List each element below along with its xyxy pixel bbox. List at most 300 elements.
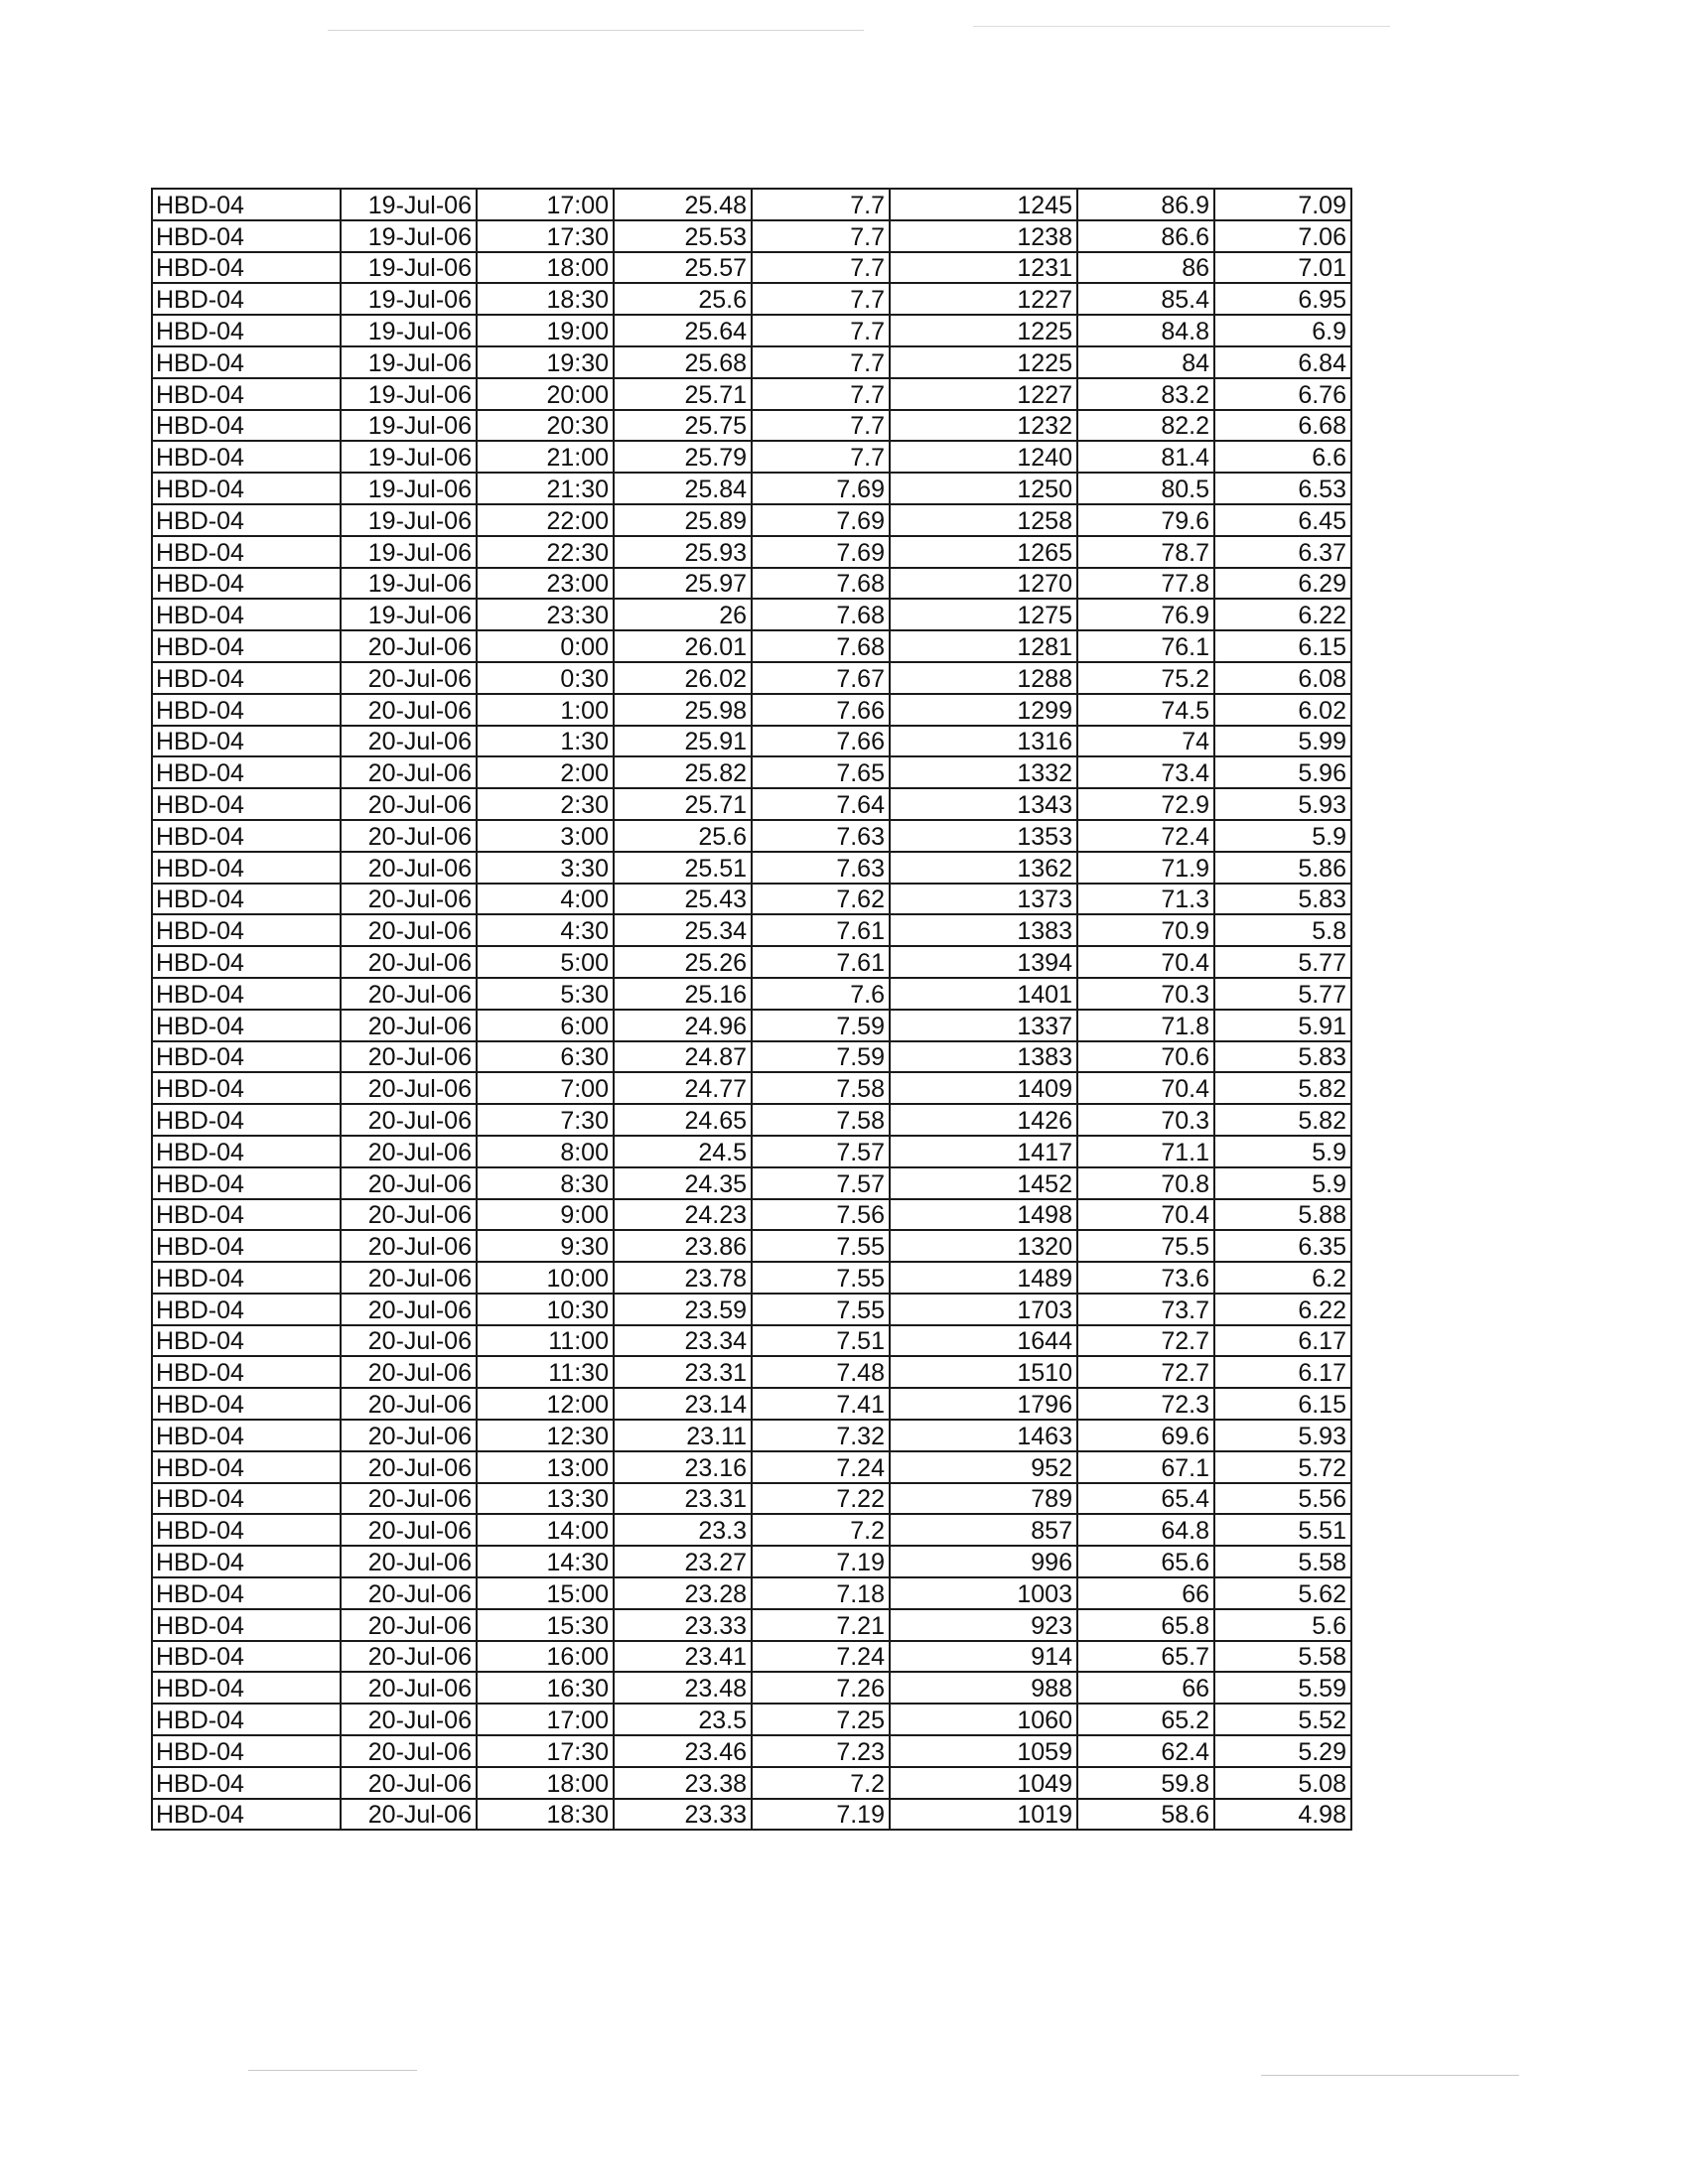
ph-cell: 7.66 xyxy=(752,726,890,757)
table-row xyxy=(152,1609,1351,1641)
do-saturation-cell: 72.7 xyxy=(1077,1356,1214,1388)
conductivity-cell: 1463 xyxy=(890,1420,1077,1451)
conductivity-cell: 1288 xyxy=(890,662,1077,694)
table-row xyxy=(152,1420,1351,1451)
date-cell: 20-Jul-06 xyxy=(341,1167,477,1199)
station-cell: HBD-04 xyxy=(152,630,341,662)
do-concentration-cell: 6.2 xyxy=(1214,1262,1351,1294)
conductivity-cell: 1238 xyxy=(890,220,1077,252)
time-cell: 6:30 xyxy=(477,1041,614,1073)
ph-cell: 7.19 xyxy=(752,1546,890,1577)
do-concentration-cell: 6.22 xyxy=(1214,599,1351,630)
do-concentration-cell: 5.93 xyxy=(1214,1420,1351,1451)
time-cell: 10:00 xyxy=(477,1262,614,1294)
temperature-cell: 25.75 xyxy=(614,410,752,442)
table-row xyxy=(152,1388,1351,1420)
temperature-cell: 23.33 xyxy=(614,1609,752,1641)
date-cell: 19-Jul-06 xyxy=(341,378,477,410)
date-cell: 20-Jul-06 xyxy=(341,1104,477,1136)
temperature-cell: 23.33 xyxy=(614,1799,752,1831)
do-saturation-cell: 70.4 xyxy=(1077,946,1214,978)
time-cell: 3:30 xyxy=(477,852,614,884)
conductivity-cell: 1059 xyxy=(890,1735,1077,1767)
date-cell: 20-Jul-06 xyxy=(341,1199,477,1231)
temperature-cell: 24.35 xyxy=(614,1167,752,1199)
table-row xyxy=(152,1041,1351,1073)
station-cell: HBD-04 xyxy=(152,756,341,788)
ph-cell: 7.69 xyxy=(752,473,890,504)
conductivity-cell: 1231 xyxy=(890,252,1077,284)
temperature-cell: 23.11 xyxy=(614,1420,752,1451)
do-saturation-cell: 65.7 xyxy=(1077,1641,1214,1673)
station-cell: HBD-04 xyxy=(152,1514,341,1546)
do-saturation-cell: 74.5 xyxy=(1077,694,1214,726)
table-row xyxy=(152,1294,1351,1325)
date-cell: 20-Jul-06 xyxy=(341,1136,477,1167)
station-cell: HBD-04 xyxy=(152,1704,341,1735)
ph-cell: 7.7 xyxy=(752,252,890,284)
station-cell: HBD-04 xyxy=(152,599,341,630)
do-concentration-cell: 5.83 xyxy=(1214,884,1351,915)
ph-cell: 7.18 xyxy=(752,1577,890,1609)
ph-cell: 7.7 xyxy=(752,346,890,378)
station-cell: HBD-04 xyxy=(152,662,341,694)
ph-cell: 7.68 xyxy=(752,568,890,600)
date-cell: 19-Jul-06 xyxy=(341,220,477,252)
do-saturation-cell: 65.6 xyxy=(1077,1546,1214,1577)
time-cell: 19:00 xyxy=(477,315,614,346)
date-cell: 19-Jul-06 xyxy=(341,473,477,504)
do-saturation-cell: 71.3 xyxy=(1077,884,1214,915)
time-cell: 4:30 xyxy=(477,914,614,946)
station-cell: HBD-04 xyxy=(152,1041,341,1073)
station-cell: HBD-04 xyxy=(152,1546,341,1577)
table-row xyxy=(152,630,1351,662)
temperature-cell: 23.16 xyxy=(614,1451,752,1483)
table-row xyxy=(152,315,1351,346)
station-cell: HBD-04 xyxy=(152,852,341,884)
temperature-cell: 23.28 xyxy=(614,1577,752,1609)
do-saturation-cell: 70.9 xyxy=(1077,914,1214,946)
time-cell: 2:00 xyxy=(477,756,614,788)
ph-cell: 7.68 xyxy=(752,630,890,662)
temperature-cell: 23.31 xyxy=(614,1356,752,1388)
date-cell: 19-Jul-06 xyxy=(341,599,477,630)
conductivity-cell: 1019 xyxy=(890,1799,1077,1831)
date-cell: 20-Jul-06 xyxy=(341,726,477,757)
ph-cell: 7.67 xyxy=(752,662,890,694)
station-cell: HBD-04 xyxy=(152,252,341,284)
do-saturation-cell: 70.8 xyxy=(1077,1167,1214,1199)
time-cell: 18:00 xyxy=(477,1767,614,1799)
do-saturation-cell: 62.4 xyxy=(1077,1735,1214,1767)
do-concentration-cell: 4.98 xyxy=(1214,1799,1351,1831)
measurement-table xyxy=(151,188,1352,1831)
station-cell: HBD-04 xyxy=(152,1420,341,1451)
station-cell: HBD-04 xyxy=(152,1609,341,1641)
do-concentration-cell: 5.72 xyxy=(1214,1451,1351,1483)
do-concentration-cell: 6.9 xyxy=(1214,315,1351,346)
table-row xyxy=(152,662,1351,694)
do-concentration-cell: 5.86 xyxy=(1214,852,1351,884)
do-saturation-cell: 74 xyxy=(1077,726,1214,757)
temperature-cell: 25.6 xyxy=(614,283,752,315)
station-cell: HBD-04 xyxy=(152,283,341,315)
date-cell: 19-Jul-06 xyxy=(341,189,477,220)
table-row xyxy=(152,852,1351,884)
date-cell: 20-Jul-06 xyxy=(341,662,477,694)
conductivity-cell: 1275 xyxy=(890,599,1077,630)
time-cell: 15:00 xyxy=(477,1577,614,1609)
date-cell: 19-Jul-06 xyxy=(341,441,477,473)
temperature-cell: 23.5 xyxy=(614,1704,752,1735)
ph-cell: 7.25 xyxy=(752,1704,890,1735)
do-saturation-cell: 81.4 xyxy=(1077,441,1214,473)
date-cell: 20-Jul-06 xyxy=(341,756,477,788)
station-cell: HBD-04 xyxy=(152,884,341,915)
conductivity-cell: 1250 xyxy=(890,473,1077,504)
temperature-cell: 25.16 xyxy=(614,978,752,1010)
table-row xyxy=(152,694,1351,726)
do-concentration-cell: 6.45 xyxy=(1214,504,1351,536)
time-cell: 19:30 xyxy=(477,346,614,378)
table-row xyxy=(152,1325,1351,1357)
table-row xyxy=(152,346,1351,378)
time-cell: 13:00 xyxy=(477,1451,614,1483)
time-cell: 0:00 xyxy=(477,630,614,662)
do-concentration-cell: 5.58 xyxy=(1214,1546,1351,1577)
station-cell: HBD-04 xyxy=(152,820,341,852)
date-cell: 19-Jul-06 xyxy=(341,252,477,284)
ph-cell: 7.7 xyxy=(752,410,890,442)
conductivity-cell: 1362 xyxy=(890,852,1077,884)
station-cell: HBD-04 xyxy=(152,1010,341,1041)
temperature-cell: 23.31 xyxy=(614,1483,752,1515)
conductivity-cell: 1258 xyxy=(890,504,1077,536)
do-saturation-cell: 72.7 xyxy=(1077,1325,1214,1357)
ph-cell: 7.56 xyxy=(752,1199,890,1231)
date-cell: 20-Jul-06 xyxy=(341,978,477,1010)
do-concentration-cell: 5.83 xyxy=(1214,1041,1351,1073)
scan-noise-bottom-right xyxy=(1261,2075,1519,2076)
station-cell: HBD-04 xyxy=(152,1136,341,1167)
ph-cell: 7.55 xyxy=(752,1230,890,1262)
date-cell: 20-Jul-06 xyxy=(341,946,477,978)
temperature-cell: 23.41 xyxy=(614,1641,752,1673)
temperature-cell: 25.53 xyxy=(614,220,752,252)
time-cell: 11:30 xyxy=(477,1356,614,1388)
table-row xyxy=(152,1136,1351,1167)
ph-cell: 7.26 xyxy=(752,1672,890,1704)
do-concentration-cell: 6.15 xyxy=(1214,1388,1351,1420)
time-cell: 0:30 xyxy=(477,662,614,694)
do-concentration-cell: 5.9 xyxy=(1214,820,1351,852)
time-cell: 2:30 xyxy=(477,788,614,820)
do-saturation-cell: 73.4 xyxy=(1077,756,1214,788)
time-cell: 23:00 xyxy=(477,568,614,600)
time-cell: 7:00 xyxy=(477,1072,614,1104)
time-cell: 17:30 xyxy=(477,1735,614,1767)
table-row xyxy=(152,378,1351,410)
table-row xyxy=(152,978,1351,1010)
do-concentration-cell: 5.51 xyxy=(1214,1514,1351,1546)
temperature-cell: 23.34 xyxy=(614,1325,752,1357)
table-row xyxy=(152,599,1351,630)
do-concentration-cell: 7.09 xyxy=(1214,189,1351,220)
station-cell: HBD-04 xyxy=(152,220,341,252)
table-row xyxy=(152,1483,1351,1515)
do-saturation-cell: 72.3 xyxy=(1077,1388,1214,1420)
station-cell: HBD-04 xyxy=(152,1104,341,1136)
ph-cell: 7.2 xyxy=(752,1514,890,1546)
station-cell: HBD-04 xyxy=(152,1451,341,1483)
date-cell: 20-Jul-06 xyxy=(341,1672,477,1704)
date-cell: 20-Jul-06 xyxy=(341,1514,477,1546)
temperature-cell: 26.01 xyxy=(614,630,752,662)
station-cell: HBD-04 xyxy=(152,504,341,536)
do-saturation-cell: 76.1 xyxy=(1077,630,1214,662)
time-cell: 16:00 xyxy=(477,1641,614,1673)
conductivity-cell: 1383 xyxy=(890,914,1077,946)
time-cell: 23:30 xyxy=(477,599,614,630)
temperature-cell: 24.96 xyxy=(614,1010,752,1041)
date-cell: 20-Jul-06 xyxy=(341,788,477,820)
time-cell: 12:30 xyxy=(477,1420,614,1451)
table-row xyxy=(152,820,1351,852)
do-saturation-cell: 75.5 xyxy=(1077,1230,1214,1262)
time-cell: 17:00 xyxy=(477,189,614,220)
do-saturation-cell: 75.2 xyxy=(1077,662,1214,694)
temperature-cell: 25.82 xyxy=(614,756,752,788)
temperature-cell: 25.89 xyxy=(614,504,752,536)
time-cell: 11:00 xyxy=(477,1325,614,1357)
ph-cell: 7.7 xyxy=(752,189,890,220)
table-body xyxy=(152,189,1351,1830)
do-concentration-cell: 5.58 xyxy=(1214,1641,1351,1673)
station-cell: HBD-04 xyxy=(152,1262,341,1294)
do-concentration-cell: 5.08 xyxy=(1214,1767,1351,1799)
do-saturation-cell: 73.7 xyxy=(1077,1294,1214,1325)
temperature-cell: 23.27 xyxy=(614,1546,752,1577)
ph-cell: 7.55 xyxy=(752,1262,890,1294)
date-cell: 19-Jul-06 xyxy=(341,410,477,442)
date-cell: 20-Jul-06 xyxy=(341,1735,477,1767)
do-saturation-cell: 70.3 xyxy=(1077,978,1214,1010)
time-cell: 16:30 xyxy=(477,1672,614,1704)
conductivity-cell: 1343 xyxy=(890,788,1077,820)
do-concentration-cell: 5.52 xyxy=(1214,1704,1351,1735)
do-concentration-cell: 5.82 xyxy=(1214,1072,1351,1104)
temperature-cell: 25.51 xyxy=(614,852,752,884)
do-saturation-cell: 86.9 xyxy=(1077,189,1214,220)
do-concentration-cell: 6.35 xyxy=(1214,1230,1351,1262)
conductivity-cell: 1245 xyxy=(890,189,1077,220)
do-saturation-cell: 64.8 xyxy=(1077,1514,1214,1546)
do-concentration-cell: 5.62 xyxy=(1214,1577,1351,1609)
time-cell: 21:30 xyxy=(477,473,614,504)
temperature-cell: 25.68 xyxy=(614,346,752,378)
conductivity-cell: 1232 xyxy=(890,410,1077,442)
conductivity-cell: 857 xyxy=(890,1514,1077,1546)
ph-cell: 7.59 xyxy=(752,1041,890,1073)
ph-cell: 7.48 xyxy=(752,1356,890,1388)
do-saturation-cell: 69.6 xyxy=(1077,1420,1214,1451)
do-concentration-cell: 5.29 xyxy=(1214,1735,1351,1767)
date-cell: 19-Jul-06 xyxy=(341,504,477,536)
table-row xyxy=(152,189,1351,220)
date-cell: 20-Jul-06 xyxy=(341,1546,477,1577)
ph-cell: 7.7 xyxy=(752,283,890,315)
temperature-cell: 23.48 xyxy=(614,1672,752,1704)
table-row xyxy=(152,1799,1351,1831)
temperature-cell: 25.71 xyxy=(614,378,752,410)
date-cell: 20-Jul-06 xyxy=(341,1262,477,1294)
time-cell: 1:00 xyxy=(477,694,614,726)
station-cell: HBD-04 xyxy=(152,568,341,600)
station-cell: HBD-04 xyxy=(152,315,341,346)
table-row xyxy=(152,283,1351,315)
time-cell: 18:00 xyxy=(477,252,614,284)
temperature-cell: 25.93 xyxy=(614,536,752,568)
conductivity-cell: 1510 xyxy=(890,1356,1077,1388)
do-saturation-cell: 84 xyxy=(1077,346,1214,378)
ph-cell: 7.24 xyxy=(752,1641,890,1673)
table-row xyxy=(152,1767,1351,1799)
conductivity-cell: 1227 xyxy=(890,283,1077,315)
date-cell: 20-Jul-06 xyxy=(341,884,477,915)
station-cell: HBD-04 xyxy=(152,1483,341,1515)
date-cell: 20-Jul-06 xyxy=(341,630,477,662)
do-concentration-cell: 6.22 xyxy=(1214,1294,1351,1325)
time-cell: 22:30 xyxy=(477,536,614,568)
conductivity-cell: 1644 xyxy=(890,1325,1077,1357)
ph-cell: 7.69 xyxy=(752,536,890,568)
conductivity-cell: 1316 xyxy=(890,726,1077,757)
do-concentration-cell: 6.84 xyxy=(1214,346,1351,378)
do-saturation-cell: 70.3 xyxy=(1077,1104,1214,1136)
do-saturation-cell: 71.1 xyxy=(1077,1136,1214,1167)
conductivity-cell: 1373 xyxy=(890,884,1077,915)
do-concentration-cell: 5.88 xyxy=(1214,1199,1351,1231)
date-cell: 20-Jul-06 xyxy=(341,1420,477,1451)
do-saturation-cell: 83.2 xyxy=(1077,378,1214,410)
time-cell: 7:30 xyxy=(477,1104,614,1136)
do-concentration-cell: 5.96 xyxy=(1214,756,1351,788)
conductivity-cell: 1281 xyxy=(890,630,1077,662)
date-cell: 20-Jul-06 xyxy=(341,1041,477,1073)
temperature-cell: 23.3 xyxy=(614,1514,752,1546)
time-cell: 21:00 xyxy=(477,441,614,473)
ph-cell: 7.32 xyxy=(752,1420,890,1451)
do-saturation-cell: 72.9 xyxy=(1077,788,1214,820)
ph-cell: 7.58 xyxy=(752,1104,890,1136)
do-concentration-cell: 5.9 xyxy=(1214,1167,1351,1199)
table-row xyxy=(152,788,1351,820)
temperature-cell: 25.43 xyxy=(614,884,752,915)
ph-cell: 7.7 xyxy=(752,378,890,410)
do-concentration-cell: 5.91 xyxy=(1214,1010,1351,1041)
table-row xyxy=(152,946,1351,978)
ph-cell: 7.7 xyxy=(752,441,890,473)
conductivity-cell: 1049 xyxy=(890,1767,1077,1799)
do-saturation-cell: 82.2 xyxy=(1077,410,1214,442)
conductivity-cell: 1353 xyxy=(890,820,1077,852)
do-concentration-cell: 6.08 xyxy=(1214,662,1351,694)
time-cell: 5:30 xyxy=(477,978,614,1010)
table-row xyxy=(152,884,1351,915)
conductivity-cell: 1227 xyxy=(890,378,1077,410)
ph-cell: 7.21 xyxy=(752,1609,890,1641)
do-concentration-cell: 6.17 xyxy=(1214,1325,1351,1357)
do-concentration-cell: 5.8 xyxy=(1214,914,1351,946)
station-cell: HBD-04 xyxy=(152,473,341,504)
do-saturation-cell: 71.8 xyxy=(1077,1010,1214,1041)
temperature-cell: 26.02 xyxy=(614,662,752,694)
table-row xyxy=(152,1546,1351,1577)
station-cell: HBD-04 xyxy=(152,189,341,220)
ph-cell: 7.68 xyxy=(752,599,890,630)
ph-cell: 7.58 xyxy=(752,1072,890,1104)
station-cell: HBD-04 xyxy=(152,410,341,442)
station-cell: HBD-04 xyxy=(152,1735,341,1767)
date-cell: 20-Jul-06 xyxy=(341,1325,477,1357)
temperature-cell: 23.38 xyxy=(614,1767,752,1799)
temperature-cell: 25.97 xyxy=(614,568,752,600)
station-cell: HBD-04 xyxy=(152,946,341,978)
table-row xyxy=(152,1104,1351,1136)
date-cell: 20-Jul-06 xyxy=(341,1577,477,1609)
table-row xyxy=(152,1072,1351,1104)
do-concentration-cell: 6.02 xyxy=(1214,694,1351,726)
ph-cell: 7.57 xyxy=(752,1167,890,1199)
ph-cell: 7.63 xyxy=(752,852,890,884)
do-concentration-cell: 5.82 xyxy=(1214,1104,1351,1136)
station-cell: HBD-04 xyxy=(152,378,341,410)
temperature-cell: 23.14 xyxy=(614,1388,752,1420)
conductivity-cell: 1452 xyxy=(890,1167,1077,1199)
date-cell: 20-Jul-06 xyxy=(341,1483,477,1515)
conductivity-cell: 1225 xyxy=(890,315,1077,346)
date-cell: 20-Jul-06 xyxy=(341,1641,477,1673)
station-cell: HBD-04 xyxy=(152,1767,341,1799)
conductivity-cell: 996 xyxy=(890,1546,1077,1577)
date-cell: 19-Jul-06 xyxy=(341,315,477,346)
date-cell: 20-Jul-06 xyxy=(341,1072,477,1104)
time-cell: 17:00 xyxy=(477,1704,614,1735)
do-saturation-cell: 78.7 xyxy=(1077,536,1214,568)
do-saturation-cell: 58.6 xyxy=(1077,1799,1214,1831)
date-cell: 19-Jul-06 xyxy=(341,568,477,600)
do-saturation-cell: 65.4 xyxy=(1077,1483,1214,1515)
ph-cell: 7.61 xyxy=(752,946,890,978)
conductivity-cell: 1265 xyxy=(890,536,1077,568)
conductivity-cell: 1703 xyxy=(890,1294,1077,1325)
ph-cell: 7.23 xyxy=(752,1735,890,1767)
table-row xyxy=(152,756,1351,788)
table-row xyxy=(152,1514,1351,1546)
time-cell: 20:30 xyxy=(477,410,614,442)
do-concentration-cell: 6.17 xyxy=(1214,1356,1351,1388)
table-row xyxy=(152,726,1351,757)
do-saturation-cell: 76.9 xyxy=(1077,599,1214,630)
temperature-cell: 26 xyxy=(614,599,752,630)
temperature-cell: 24.23 xyxy=(614,1199,752,1231)
table-row xyxy=(152,1704,1351,1735)
table-row xyxy=(152,504,1351,536)
conductivity-cell: 914 xyxy=(890,1641,1077,1673)
do-concentration-cell: 5.77 xyxy=(1214,946,1351,978)
table-row xyxy=(152,568,1351,600)
